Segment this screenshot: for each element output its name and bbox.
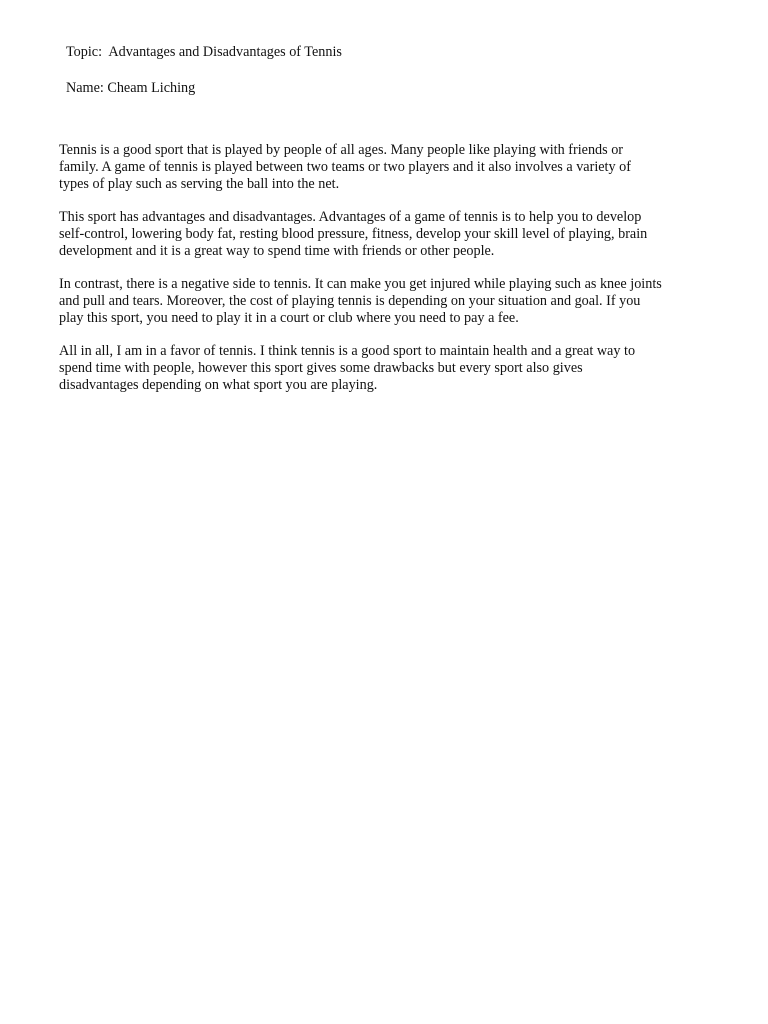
text-line: and pull and tears. Moreover, the cost of playing tennis is depending on your situation and goal. If you bbox=[59, 293, 641, 309]
text-line: This sport has advantages and disadvantages. Advantages of a game of tennis is to help you to develop bbox=[59, 209, 642, 225]
paragraph-2 bbox=[59, 209, 719, 260]
name-line bbox=[66, 80, 195, 97]
text-line: All in all, I am in a favor of tennis. I think tennis is a good sport to maintain health and a great way to bbox=[59, 343, 636, 359]
paragraph-4 bbox=[59, 343, 719, 394]
text-line: disadvantages depending on what sport you are playing. bbox=[59, 377, 378, 393]
topic-value: Advantages and Disadvantages of Tennis bbox=[108, 44, 342, 60]
paragraph-3 bbox=[59, 276, 719, 327]
name-value: Cheam Liching bbox=[107, 80, 196, 96]
essay-body bbox=[59, 142, 719, 410]
text-line: development and it is a great way to spend time with friends or other people. bbox=[59, 243, 495, 259]
paragraph-1 bbox=[59, 142, 719, 193]
text-line: types of play such as serving the ball into the net. bbox=[59, 176, 340, 192]
topic-label: Topic: bbox=[66, 44, 103, 60]
topic-line bbox=[66, 44, 342, 61]
text-line: play this sport, you need to play it in a court or club where you need to pay a fee. bbox=[59, 310, 519, 326]
name-label: Name: bbox=[66, 80, 104, 96]
text-line: family. A game of tennis is played between two teams or two players and it also involves a variety of bbox=[59, 159, 631, 175]
text-line: Tennis is a good sport that is played by people of all ages. Many people like playing with friends or bbox=[59, 142, 624, 158]
text-line: self-control, lowering body fat, resting blood pressure, fitness, develop your skill level of playing, brain bbox=[59, 226, 648, 242]
text-line: spend time with people, however this sport gives some drawbacks but every sport also gives bbox=[59, 360, 583, 376]
text-line: In contrast, there is a negative side to tennis. It can make you get injured while playing such as knee joints bbox=[59, 276, 662, 292]
